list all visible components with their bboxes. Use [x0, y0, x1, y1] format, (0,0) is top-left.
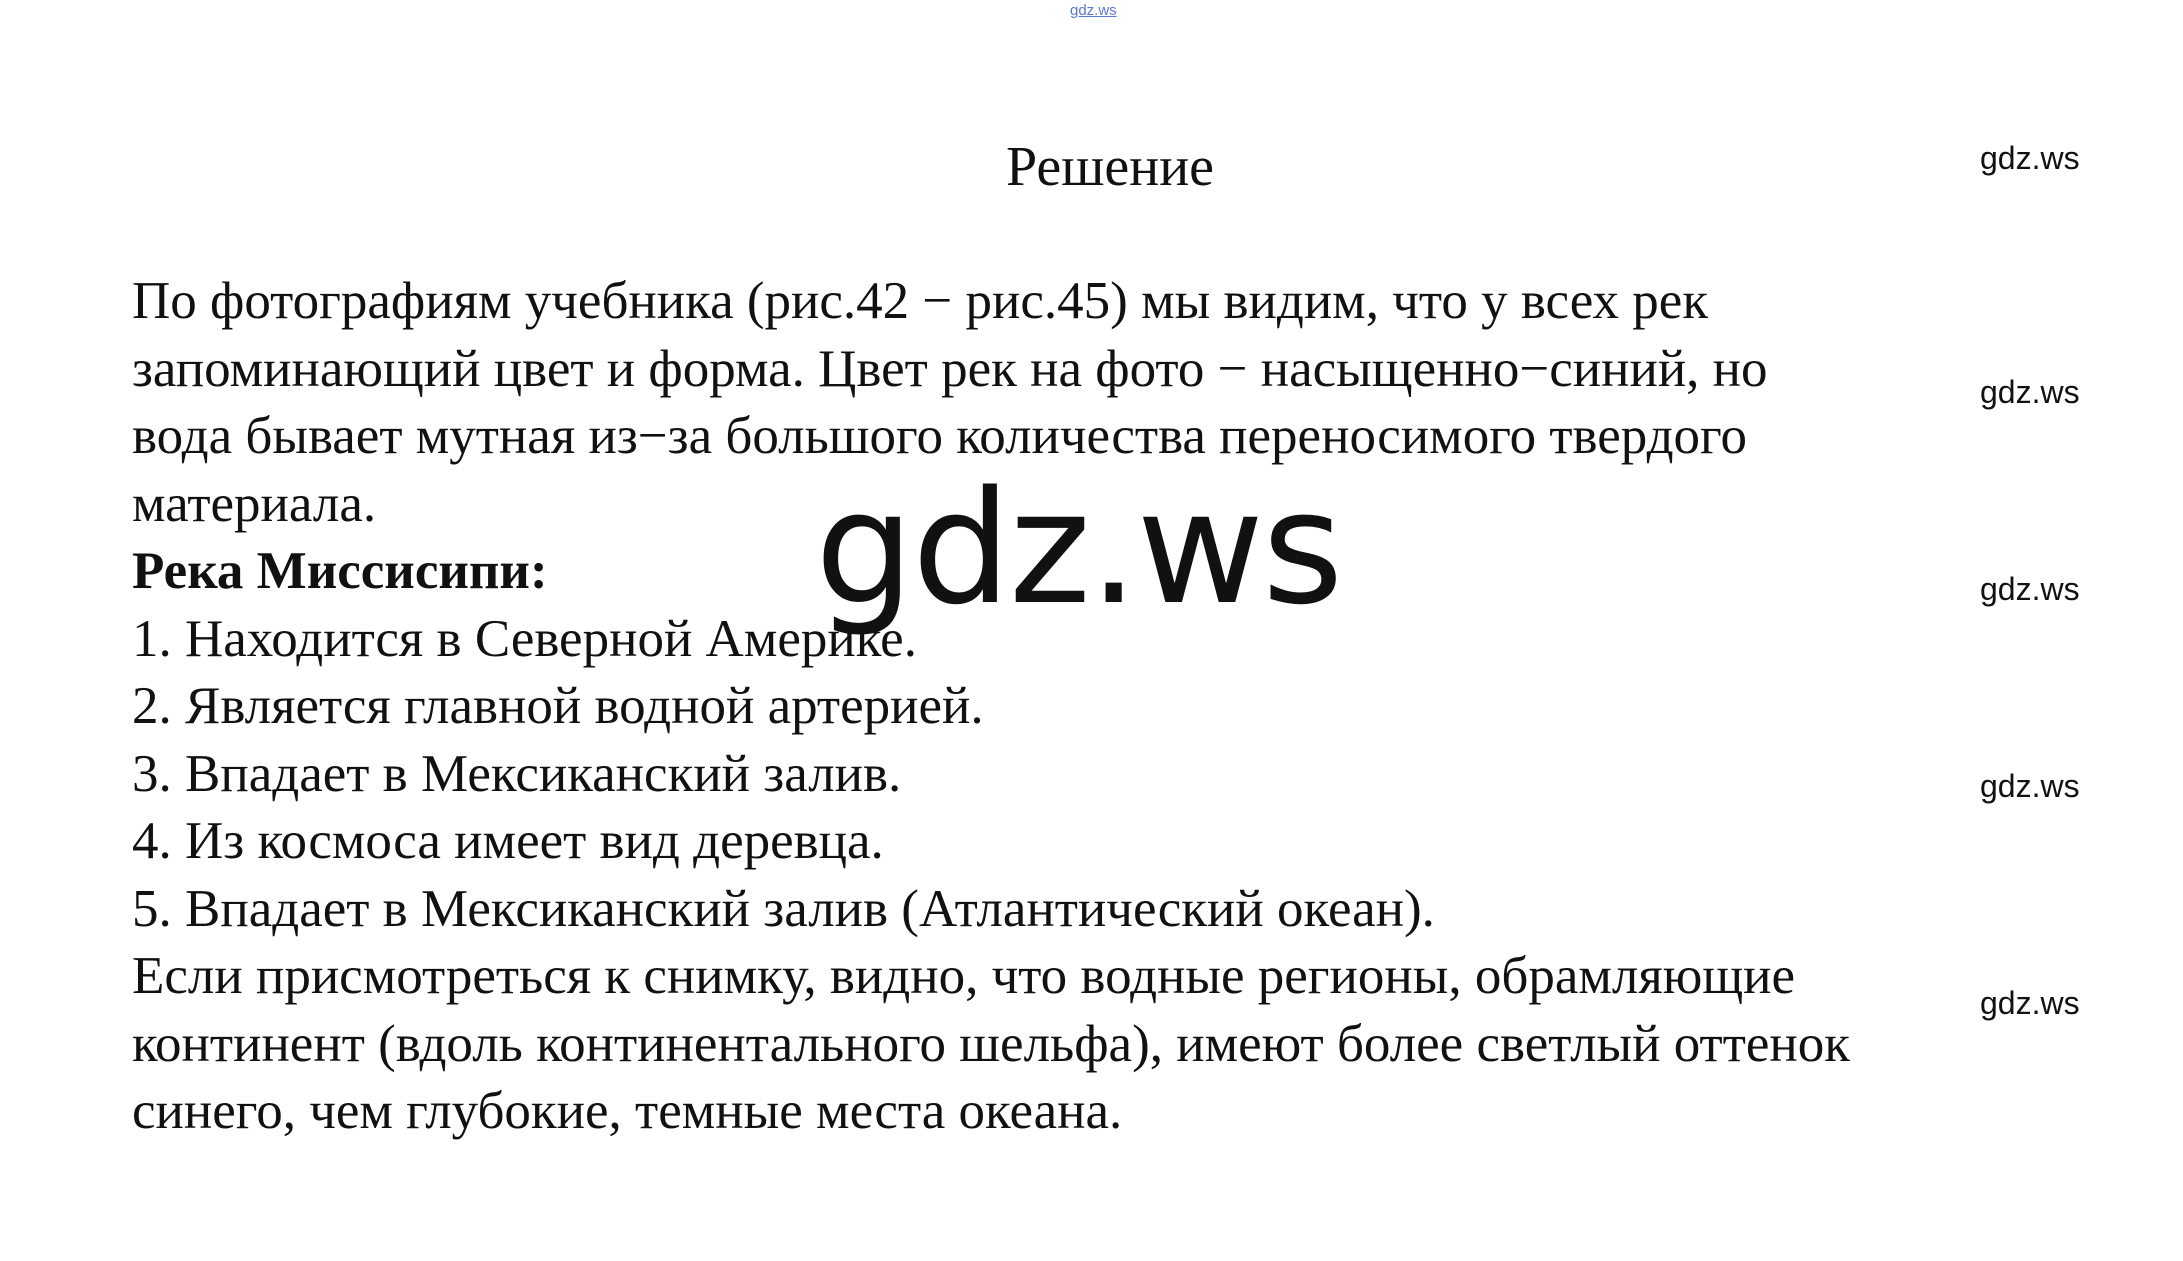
list-item: 4. Из космоса имеет вид деревца.	[132, 812, 884, 870]
page-title: Решение	[1005, 136, 1215, 198]
paragraph-line: запоминающий цвет и форма. Цвет рек на фото − насыщенно−синий, но	[132, 339, 1768, 398]
section-heading: Река Миссисипи:	[132, 542, 548, 600]
side-watermark: gdz.ws	[1980, 768, 2080, 804]
document-body	[132, 268, 2132, 1146]
closing-line: синего, чем глубокие, темные места океана.	[132, 1082, 1123, 1140]
closing-line: Если присмотреться к снимку, видно, что водные регионы, обрамляющие	[132, 947, 1796, 1005]
side-watermark: gdz.ws	[1980, 140, 2080, 176]
paragraph-line: По фотографиям учебника (рис.42 − рис.45) мы видим, что у всех рек	[132, 272, 1709, 330]
list-item: 3. Впадает в Мексиканский залив.	[132, 744, 902, 803]
paragraph-line: материала.	[132, 474, 377, 533]
side-watermark: gdz.ws	[1980, 571, 2080, 607]
side-watermark: gdz.ws	[1980, 374, 2080, 410]
closing-line: континент (вдоль континентального шельфа), имеют более светлый оттенок	[132, 1014, 1850, 1073]
list-item: 1. Находится в Северной Америке.	[132, 609, 917, 668]
paragraph-line: вода бывает мутная из−за большого количества переносимого твердого	[132, 407, 1747, 465]
top-watermark-link[interactable]: gdz.ws	[1070, 2, 1117, 19]
list-item: 5. Впадает в Мексиканский залив (Атлантический океан).	[132, 879, 1435, 938]
side-watermark: gdz.ws	[1980, 985, 2080, 1021]
center-watermark: gdz.ws	[815, 457, 1342, 639]
list-item: 2. Является главной водной артерией.	[132, 677, 984, 735]
